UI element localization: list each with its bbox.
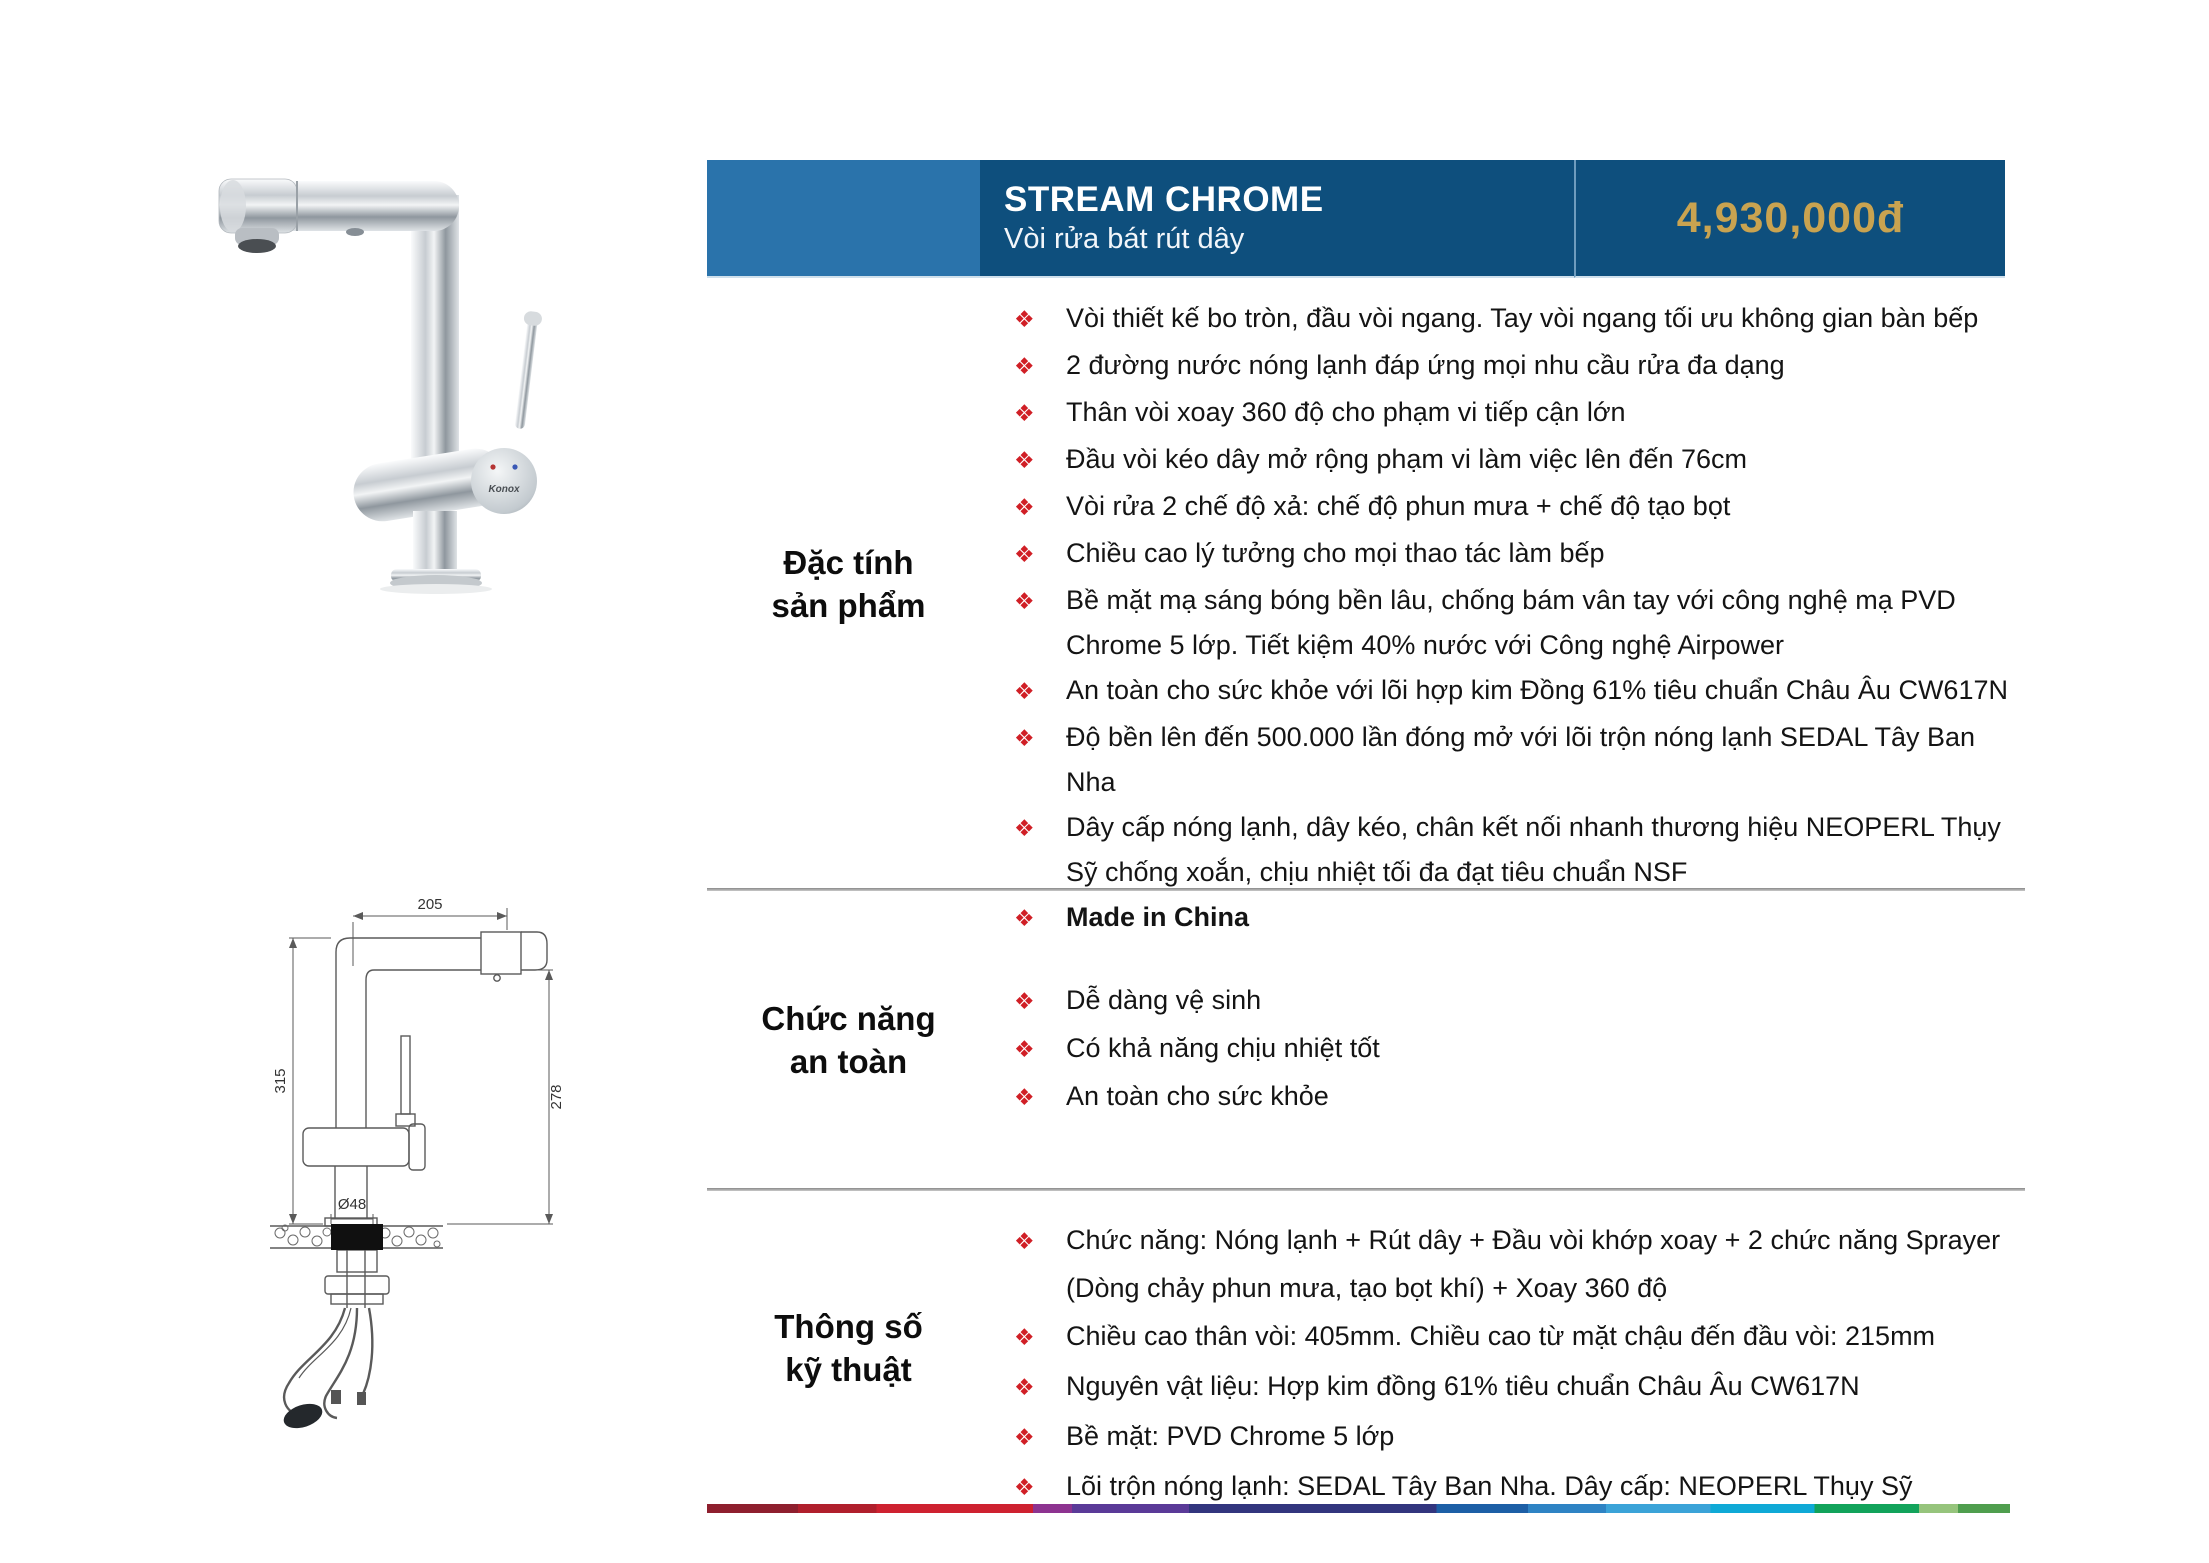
section-safety <box>707 890 2030 1190</box>
list-item <box>990 1412 2026 1462</box>
bullet-text: 2 đường nước nóng lạnh đáp ứng mọi nhu cầu rửa đa dạng <box>1066 350 1785 380</box>
label-line: sản phẩm <box>771 587 926 624</box>
product-subtitle: Vòi rửa bát rút dây <box>1004 223 1245 255</box>
bullet-text: Chiều cao lý tưởng cho mọi thao tác làm bếp <box>1066 538 1605 568</box>
dimension-height-left-label: 315 <box>272 1068 289 1094</box>
diamond-bullet-icon: ❖ <box>1014 495 1035 521</box>
diamond-bullet-icon: ❖ <box>1014 307 1035 333</box>
brand-logo-on-faucet: Konox <box>488 484 520 495</box>
bullet-text: Có khả năng chịu nhiệt tốt <box>1066 1033 1380 1063</box>
bullet-text: Vòi rửa 2 chế độ xả: chế độ phun mưa + chế độ tạo bọt <box>1066 491 1731 521</box>
list-item <box>990 296 2026 343</box>
section-specs-label <box>707 1190 990 1505</box>
list-item <box>990 1073 2026 1121</box>
bullet-text: An toàn cho sức khỏe với lõi hợp kim Đồng 61% tiêu chuẩn Châu Âu CW617N <box>1066 675 2008 705</box>
diamond-bullet-icon: ❖ <box>1014 1375 1035 1401</box>
header-accent-block <box>707 160 980 278</box>
diamond-bullet-icon: ❖ <box>1014 906 1035 932</box>
product-title: STREAM CHROME <box>1004 180 1324 219</box>
diamond-bullet-icon: ❖ <box>1014 448 1035 474</box>
list-item <box>990 437 2026 484</box>
list-item <box>990 668 2026 715</box>
diamond-bullet-icon: ❖ <box>1014 1229 1035 1255</box>
section-specs <box>707 1190 2030 1505</box>
diamond-bullet-icon: ❖ <box>1014 726 1035 752</box>
diamond-bullet-icon: ❖ <box>1014 1425 1035 1451</box>
list-item <box>990 1362 2026 1412</box>
bullet-text: Vòi thiết kế bo tròn, đầu vòi ngang. Tay vòi ngang tối ưu không gian bàn bếp <box>1066 303 1979 333</box>
bullet-text: An toàn cho sức khỏe <box>1066 1081 1329 1111</box>
faucet-dimension-diagram <box>185 878 605 1438</box>
diamond-bullet-icon: ❖ <box>1014 1037 1035 1063</box>
specs-list <box>990 1190 2030 1505</box>
diamond-bullet-icon: ❖ <box>1014 542 1035 568</box>
diamond-bullet-icon: ❖ <box>1014 1325 1035 1351</box>
diamond-bullet-icon: ❖ <box>1014 589 1035 615</box>
label-line: Đặc tính <box>783 544 914 581</box>
bullet-text: Nguyên vật liệu: Hợp kim đồng 61% tiêu chuẩn Châu Âu CW617N <box>1066 1371 1860 1401</box>
price-value: 4,930,000đ <box>1676 193 1905 242</box>
list-item <box>990 1025 2026 1073</box>
bullet-text: Đầu vòi kéo dây mở rộng phạm vi làm việc lên đến 76cm <box>1066 444 1748 474</box>
list-item <box>990 1216 2026 1312</box>
bottom-gradient-bar <box>707 1504 2010 1513</box>
list-item <box>990 343 2026 390</box>
bullet-text: Made in China <box>1066 902 1250 932</box>
dimension-base-diameter-label: Ø48 <box>337 1196 367 1213</box>
bullet-text: Thân vòi xoay 360 độ cho phạm vi tiếp cận lớn <box>1066 397 1626 427</box>
diamond-bullet-icon: ❖ <box>1014 679 1035 705</box>
diamond-bullet-icon: ❖ <box>1014 1085 1035 1111</box>
bullet-text: Bề mặt mạ sáng bóng bền lâu, chống bám vân tay với công nghệ mạ PVD Chrome 5 lớp. Tiết kiệm 40% nước với Công nghệ Airpower <box>1066 585 1956 660</box>
section-features <box>707 278 2030 932</box>
bullet-text: Độ bền lên đến 500.000 lần đóng mở với lõi trộn nóng lạnh SEDAL Tây Ban Nha <box>1066 722 1976 797</box>
label-line: Thông số <box>774 1307 923 1345</box>
list-item <box>990 977 2026 1025</box>
diamond-bullet-icon: ❖ <box>1014 989 1035 1015</box>
label-line: Chức năng <box>761 1000 936 1037</box>
list-item <box>990 805 2026 895</box>
label-line: an toàn <box>789 1043 908 1080</box>
bullet-text: Dây cấp nóng lạnh, dây kéo, chân kết nối nhanh thương hiệu NEOPERL Thụy Sỹ chống xoắn, chịu nhiệt tối đa đạt tiêu chuẩn NSF <box>1066 812 2001 887</box>
list-item <box>990 715 2026 805</box>
dimension-height-right-label: 278 <box>548 1084 565 1110</box>
bullet-text: Chiều cao thân vòi: 405mm. Chiều cao từ mặt chậu đến đầu vòi: 215mm <box>1066 1321 1936 1351</box>
bullet-text: Chức năng: Nóng lạnh + Rút dây + Đầu vòi khớp xoay + 2 chức năng Sprayer (Dòng chảy phun mưa, tạo bọt khí) + Xoay 360 độ <box>1066 1225 2001 1303</box>
diamond-bullet-icon: ❖ <box>1014 816 1035 842</box>
label-line: kỹ thuật <box>785 1350 912 1388</box>
diamond-bullet-icon: ❖ <box>1014 401 1035 427</box>
list-item <box>990 578 2026 668</box>
section-safety-label <box>707 890 990 1190</box>
technical-drawing <box>185 878 605 1438</box>
list-item <box>990 390 2026 437</box>
features-list <box>990 278 2030 932</box>
header-title-block <box>980 160 1574 278</box>
section-features-label <box>707 278 990 890</box>
product-photo <box>205 125 585 595</box>
safety-list <box>990 890 2030 1190</box>
bullet-text: Lõi trộn nóng lạnh: SEDAL Tây Ban Nha. Dây cấp: NEOPERL Thụy Sỹ <box>1066 1471 1913 1501</box>
bullet-text: Bề mặt: PVD Chrome 5 lớp <box>1066 1421 1395 1451</box>
list-item <box>990 531 2026 578</box>
dimension-width-label: 205 <box>417 896 443 913</box>
header-band <box>707 160 2005 278</box>
bullet-text: Dễ dàng vệ sinh <box>1066 985 1262 1015</box>
price-block <box>1574 160 2005 278</box>
faucet-photo-illustration <box>205 125 585 595</box>
list-item <box>990 1312 2026 1362</box>
list-item <box>990 484 2026 531</box>
diamond-bullet-icon: ❖ <box>1014 354 1035 380</box>
diamond-bullet-icon: ❖ <box>1014 1475 1035 1501</box>
